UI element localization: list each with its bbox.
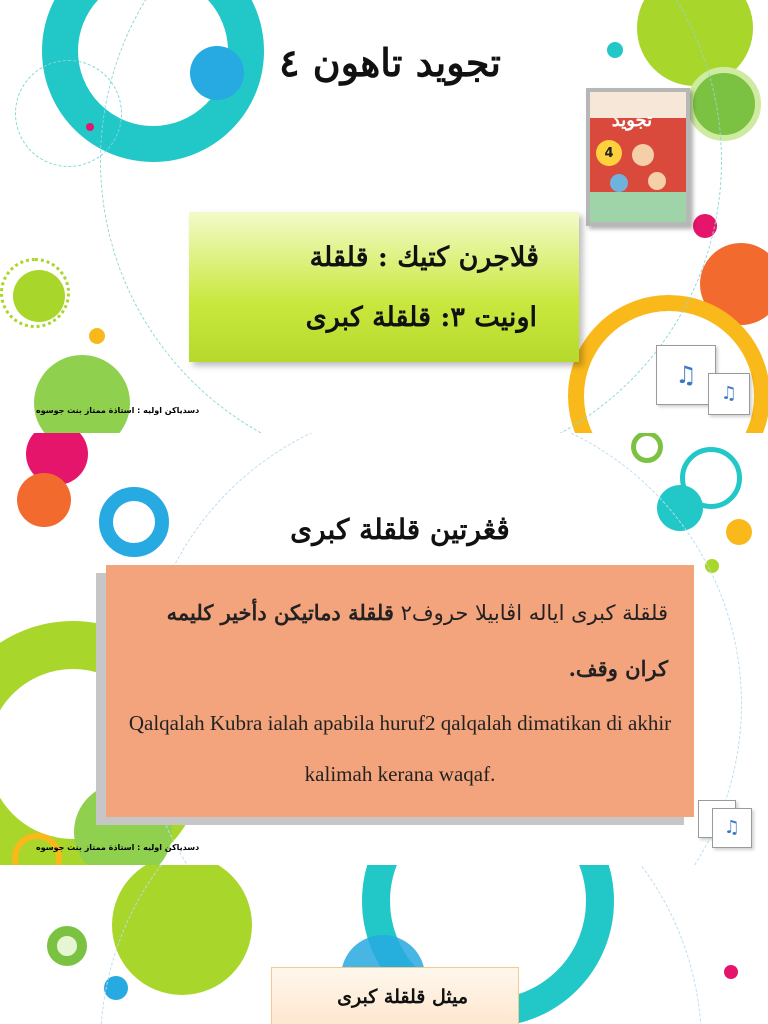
deco-orange-circle — [17, 473, 71, 527]
slide-1 — [0, 0, 768, 433]
deco-small-dot — [86, 123, 94, 131]
audio-note-icon[interactable]: ♫ — [708, 373, 750, 415]
deco-lime-circle — [13, 270, 65, 322]
deco-green-ring-small — [631, 433, 663, 463]
lesson-topic: ڤلاجرن كتيك : قلقلة — [309, 242, 539, 273]
deco-green-circle — [34, 355, 130, 433]
definition-latin: Qalqalah Kubra ialah apabila huruf2 qalqalah dimatikan di akhir kalimah kerana waqaf. — [128, 711, 672, 786]
slide-2 — [0, 433, 768, 865]
section-title: ڤڠرتين قلقلة كبرى — [290, 513, 510, 546]
book-logo: تجويد — [611, 110, 653, 131]
deco-green-ring — [47, 926, 87, 966]
book-grade-badge: 4 — [596, 140, 622, 166]
deco-pink-dot — [724, 965, 738, 979]
lesson-title-box — [189, 212, 579, 362]
example-title-box — [271, 967, 519, 1024]
deco-yellow-dot — [726, 519, 752, 545]
example-title: ميثل قلقلة كبرى — [337, 986, 468, 1008]
credit-text: دسدياكن اوليه : استاذة ممتاز بنت جوسوه — [36, 406, 200, 415]
definition-box — [106, 565, 694, 817]
credit-text: دسدياكن اوليه : استاذة ممتاز بنت جوسوه — [36, 843, 200, 852]
definition-bold: قلقلة دماتيكن دأخير كليمه كران وقف. — [166, 600, 668, 681]
lesson-unit: اونيت ٣: قلقلة كبرى — [305, 302, 537, 333]
page-title: تجويد تاهون ٤ — [279, 40, 501, 85]
definition-jawi — [128, 585, 668, 697]
deco-yellow-dot — [89, 328, 105, 344]
definition-plain: قلقلة كبرى اياله اڤابيلا حروف٢ — [393, 601, 668, 625]
textbook-cover-image — [586, 88, 690, 226]
audio-note-icon[interactable]: ♫ — [656, 345, 716, 405]
audio-note-icon[interactable]: ♫ — [712, 808, 752, 848]
slide-3 — [0, 865, 768, 1024]
deco-blue-ring — [99, 487, 169, 557]
